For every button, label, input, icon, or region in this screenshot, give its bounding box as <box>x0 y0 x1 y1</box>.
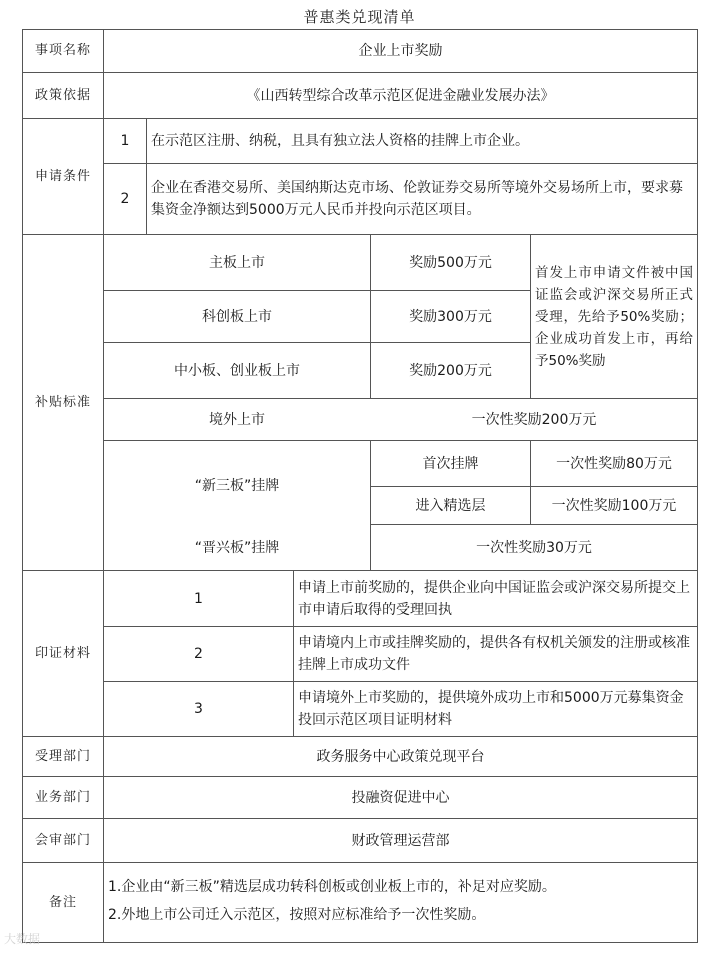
label-remark: 备注 <box>48 894 77 910</box>
remark-line: 2.外地上市公司迁入示范区，按照对应标准给予一次性奖励。 <box>108 907 486 923</box>
overseas-reward: 一次性奖励200万元 <box>471 411 597 428</box>
material-text: 申请境外上市奖励的，提供境外成功上市和5000万元募集资金投回示范区项目证明材料 <box>298 690 684 728</box>
label-item-name: 事项名称 <box>34 43 91 58</box>
label-materials: 印证材料 <box>34 645 91 661</box>
label-dept-accept: 受理部门 <box>34 748 91 764</box>
neeq-label: “新三板”挂牌 <box>194 478 280 494</box>
item-name-value: 企业上市奖励 <box>358 43 443 59</box>
label-conditions: 申请条件 <box>34 168 91 184</box>
neeq-first-reward: 一次性奖励80万元 <box>556 455 672 472</box>
material-number: 3 <box>194 701 203 717</box>
dept-review-value: 财政管理运营部 <box>351 832 450 849</box>
jinxing-reward: 一次性奖励30万元 <box>476 539 592 556</box>
label-dept-review: 会审部门 <box>34 832 91 848</box>
condition-text: 企业在香港交易所、美国纳斯达克市场、伦敦证券交易所等境外交易场所上市，要求募集资金净额达到5000万元人民币并投向示范区项目。 <box>151 180 683 218</box>
sme-board-reward: 奖励200万元 <box>409 362 492 379</box>
neeq-select-reward: 一次性奖励100万元 <box>551 497 677 514</box>
condition-text: 在示范区注册、纳税，且具有独立法人资格的挂牌上市企业。 <box>151 133 529 149</box>
label-policy-basis: 政策依据 <box>34 87 91 103</box>
main-board-label: 主板上市 <box>209 254 265 271</box>
material-text: 申请境内上市或挂牌奖励的，提供各有权机关颁发的注册或核准挂牌上市成功文件 <box>298 635 690 673</box>
star-board-reward: 奖励300万元 <box>409 308 492 325</box>
dept-business-value: 投融资促进中心 <box>351 789 450 806</box>
domestic-listing-note: 首发上市申请文件被中国证监会或沪深交易所正式受理，先给予50%奖励；企业成功首发上市，再给予50%奖励 <box>535 264 693 369</box>
sme-board-label: 中小板、创业板上市 <box>174 362 300 379</box>
label-subsidy: 补贴标准 <box>34 394 91 410</box>
label-dept-business: 业务部门 <box>34 789 91 805</box>
neeq-first-label: 首次挂牌 <box>422 455 479 472</box>
jinxing-label: “晋兴板”挂牌 <box>194 540 280 556</box>
condition-number: 1 <box>120 133 130 149</box>
material-number: 1 <box>194 590 203 607</box>
watermark: 大数据 <box>4 932 41 946</box>
star-board-label: 科创板上市 <box>202 308 272 325</box>
material-text: 申请上市前奖励的，提供企业向中国证监会或沪深交易所提交上市申请后取得的受理回执 <box>298 579 690 618</box>
page-title: 普惠类兑现清单 <box>303 8 416 26</box>
condition-number: 2 <box>120 191 130 207</box>
neeq-select-label: 进入精选层 <box>415 497 486 514</box>
policy-basis-value: 《山西转型综合改革示范区促进金融业发展办法》 <box>246 87 555 104</box>
main-board-reward: 奖励500万元 <box>409 254 492 271</box>
material-number: 2 <box>194 646 203 662</box>
overseas-label: 境外上市 <box>209 411 265 428</box>
remark-line: 1.企业由“新三板”精选层成功转科创板或创业板上市的，补足对应奖励。 <box>108 879 556 895</box>
dept-accept-value: 政务服务中心政策兑现平台 <box>316 748 485 765</box>
